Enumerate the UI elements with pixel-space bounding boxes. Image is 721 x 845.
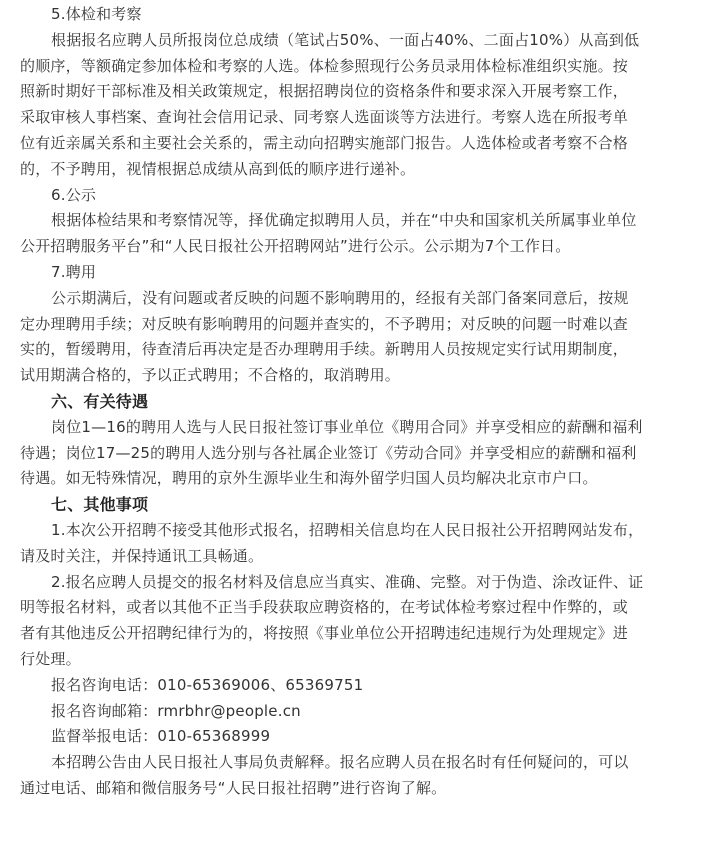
paragraph-line: 者有其他违反公开招聘纪律行为的，将按照《事业单位公开招聘违纪违规行为处理规定》进 — [20, 624, 629, 643]
paragraph-line: 定办理聘用手续；对反映有影响聘用的问题并查实的，不予聘用；对反映的问题一时难以查 — [20, 314, 629, 333]
paragraph-line: 公开招聘服务平台”和“人民日报社公开招聘网站”进行公示。公示期为7个工作日。 — [20, 237, 571, 256]
paragraph-line: 公示期满后，没有问题或者反映的问题不影响聘用的，经报有关部门备案同意后，按规 — [51, 288, 629, 307]
paragraph-line: 位有近亲属关系和主要社会关系的，需主动向招聘实施部门报告。人选体检或者考察不合格 — [20, 133, 629, 152]
subsection-heading-publicity: 6.公示 — [51, 185, 97, 204]
contact-phone: 报名咨询电话：010-65369006、65369751 — [51, 675, 364, 694]
paragraph-line: 试用期满合格的，予以正式聘用；不合格的，取消聘用。 — [20, 366, 401, 385]
paragraph-line: 的，不予聘用，视情根据总成绩从高到低的顺序进行递补。 — [20, 159, 416, 178]
paragraph-line: 的顺序，等额确定参加体检和考察的人选。体检参照现行公务员录用体检标准组织实施。按 — [20, 56, 629, 75]
paragraph-line: 通过电话、邮箱和微信服务号“人民日报社招聘”进行咨询了解。 — [20, 778, 447, 797]
paragraph-line: 根据体检结果和考察情况等，择优确定拟聘用人员，并在“中央和国家机关所属事业单位 — [51, 211, 637, 230]
paragraph-line: 2.报名应聘人员提交的报名材料及信息应当真实、准确、完整。对于伪造、涂改证件、证 — [51, 572, 644, 591]
paragraph-line: 待遇。如无特殊情况，聘用的京外生源毕业生和海外留学归国人员均解决北京市户口。 — [20, 469, 598, 488]
paragraph-line: 根据报名应聘人员所报岗位总成绩（笔试占50%、一面占40%、二面占10%）从高到低 — [51, 30, 640, 49]
section-heading-other-matters: 七、其他事项 — [51, 495, 149, 515]
subsection-heading-employment: 7.聘用 — [51, 262, 97, 281]
paragraph-line: 明等报名材料，或者以其他不正当手段获取应聘资格的，在考试体检考察过程中作弊的，或 — [20, 598, 629, 617]
contact-email: 报名咨询邮箱：rmrbhr@people.cn — [51, 701, 301, 720]
section-heading-benefits: 六、有关待遇 — [51, 391, 149, 411]
paragraph-line: 岗位1—16的聘用人选与人民日报社签订事业单位《聘用合同》并享受相应的薪酬和福利 — [51, 417, 643, 436]
paragraph-line: 采取审核人事档案、查询社会信用记录、同考察人选面谈等方法进行。考察人选在所报考单 — [20, 108, 629, 127]
report-phone: 监督举报电话：010-65368999 — [51, 727, 271, 746]
paragraph-line: 照新时期好干部标准及相关政策规定，根据招聘岗位的资格条件和要求深入开展考察工作， — [20, 82, 629, 101]
paragraph-line: 待遇；岗位17—25的聘用人选分别与各社属企业签订《劳动合同》并享受相应的薪酬和福利 — [20, 443, 637, 462]
paragraph-line: 请及时关注，并保持通讯工具畅通。 — [20, 546, 264, 565]
paragraph-line: 行处理。 — [20, 649, 81, 668]
subsection-heading-physical-exam: 5.体检和考察 — [51, 5, 142, 23]
paragraph-line: 1.本次公开招聘不接受其他形式报名，招聘相关信息均在人民日报社公开招聘网站发布， — [51, 520, 644, 539]
paragraph-line: 实的，暂缓聘用，待查清后再决定是否办理聘用手续。新聘用人员按规定实行试用期制度， — [20, 340, 629, 359]
paragraph-line: 本招聘公告由人民日报社人事局负责解释。报名应聘人员在报名时有任何疑问的，可以 — [51, 753, 629, 772]
